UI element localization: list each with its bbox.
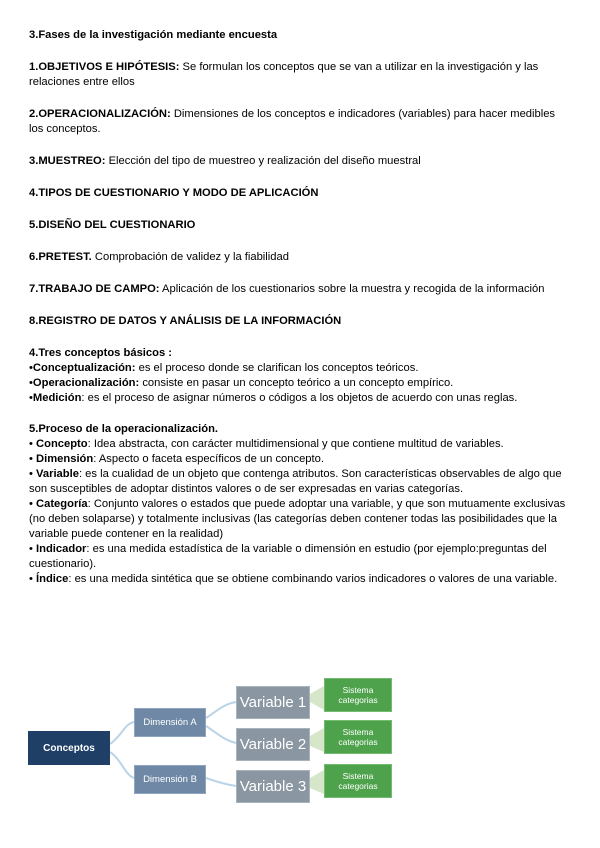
connector-concept-dim-a: [110, 722, 134, 744]
connector-var1-cat1: [310, 686, 324, 710]
phase-6: [29, 250, 569, 265]
concept-text: : es el proceso de asignar números o códigos a los objetos de acuerdo con unas reglas.: [81, 392, 518, 404]
process-term: Concepto: [36, 438, 88, 450]
bullet: •: [29, 392, 33, 404]
connector-dima-var2: [206, 726, 236, 743]
process-item: [29, 572, 569, 587]
bullet: •: [29, 377, 33, 389]
process-item: [29, 452, 569, 467]
phase-text: Elección del tipo de muestreo y realización del diseño muestral: [105, 155, 421, 167]
phase-3: [29, 154, 569, 169]
phase-label: 5.DISEÑO DEL CUESTIONARIO: [29, 219, 196, 231]
phase-text: Se formulan los conceptos que se van a utilizar en la investigación y las relaciones entre ellos: [29, 61, 539, 88]
process-item: [29, 497, 569, 542]
phase-8: [29, 314, 569, 329]
connector-dimb-var3: [206, 778, 236, 786]
process-item: [29, 542, 569, 572]
connector-var3-cat3: [310, 770, 324, 794]
bullet: •: [29, 543, 37, 555]
process-term: Categoría: [36, 498, 88, 510]
process-term: Indicador: [36, 543, 87, 555]
connector-dima-var1: [206, 702, 236, 718]
variable-node-3: Variable 3: [236, 770, 310, 803]
bullet: •: [29, 468, 37, 480]
phase-7: [29, 282, 569, 297]
category-node-3: Sistema categorias: [324, 764, 392, 798]
concept-text: es el proceso donde se clarifican los conceptos teóricos.: [135, 362, 419, 374]
concept-text: consiste en pasar un concepto teórico a un concepto empírico.: [139, 377, 454, 389]
bullet: •: [29, 498, 37, 510]
concept-term: Medición: [32, 392, 82, 404]
bullet: •: [29, 438, 37, 450]
dimension-node-b: Dimensión B: [134, 765, 206, 794]
bullet: •: [29, 573, 37, 585]
operationalization-diagram: [28, 674, 396, 802]
phase-text: Aplicación de los cuestionarios sobre la muestra y recogida de la información: [159, 283, 545, 295]
process-text: : Aspecto o faceta específicos de un concepto.: [93, 453, 324, 465]
phase-label: 4.TIPOS DE CUESTIONARIO Y MODO DE APLICACIÓN: [29, 187, 319, 199]
process-text: : Conjunto valores o estados que puede adoptar una variable, y que son mutuamente exclusivas (no deben solaparse) y totalmente inclusivas (las categorías deben contener todas las posibilidades que la variable puede contener en la realidad): [29, 498, 566, 540]
concept-item: [29, 361, 569, 376]
phase-label: 7.TRABAJO DE CAMPO:: [29, 283, 160, 295]
bullet: •: [29, 362, 33, 374]
phase-5: [29, 218, 569, 233]
phase-label: 8.REGISTRO DE DATOS Y ANÁLISIS DE LA INFORMACIÓN: [29, 315, 342, 327]
phase-2: [29, 107, 569, 137]
phase-label: 1.OBJETIVOS E HIPÓTESIS:: [29, 61, 180, 73]
section-title: 3.Fases de la investigación mediante encuesta: [29, 29, 278, 41]
concept-node: Conceptos: [28, 731, 110, 765]
concept-term: Operacionalización:: [32, 377, 140, 389]
process-term: Variable: [36, 468, 79, 480]
process-term: Dimensión: [36, 453, 94, 465]
bullet: •: [29, 453, 37, 465]
process-term: Índice: [36, 573, 69, 585]
dimension-node-a: Dimensión A: [134, 708, 206, 737]
process-text: : es una medida sintética que se obtiene combinando varios indicadores o valores de una variable.: [68, 573, 558, 585]
phase-label: 2.OPERACIONALIZACIÓN:: [29, 108, 171, 120]
concept-item: [29, 391, 569, 406]
process-item: [29, 467, 569, 497]
document-body: [29, 28, 569, 587]
process-text: : es una medida estadística de la variable o dimensión en estudio (por ejemplo:preguntas del cuestionario).: [29, 543, 547, 570]
connector-var2-cat2: [310, 728, 324, 752]
process-item: [29, 437, 569, 452]
phase-4: [29, 186, 569, 201]
phase-text: Dimensiones de los conceptos e indicadores (variables) para hacer medibles los conceptos.: [29, 108, 556, 135]
process-text: : Idea abstracta, con carácter multidimensional y que contiene multitud de variables.: [87, 438, 504, 450]
variable-node-1: Variable 1: [236, 686, 310, 719]
process-title: 5.Proceso de la operacionalización.: [29, 423, 219, 435]
concepts-title: 4.Tres conceptos básicos :: [29, 347, 173, 359]
phase-text: Comprobación de validez y la fiabilidad: [91, 251, 289, 263]
phase-label: 6.PRETEST.: [29, 251, 92, 263]
connector-concept-dim-b: [110, 752, 134, 778]
phase-label: 3.MUESTREO:: [29, 155, 106, 167]
category-node-1: Sistema categorias: [324, 678, 392, 712]
category-node-2: Sistema categorias: [324, 720, 392, 754]
variable-node-2: Variable 2: [236, 728, 310, 761]
process-text: : es la cualidad de un objeto que contenga atributos. Son características observables de algo que son susceptibles de adoptar distintos valores o de ser expresadas en varias categorías.: [29, 468, 562, 495]
phase-1: [29, 60, 569, 90]
concept-item: [29, 376, 569, 391]
concept-term: Conceptualización:: [32, 362, 136, 374]
